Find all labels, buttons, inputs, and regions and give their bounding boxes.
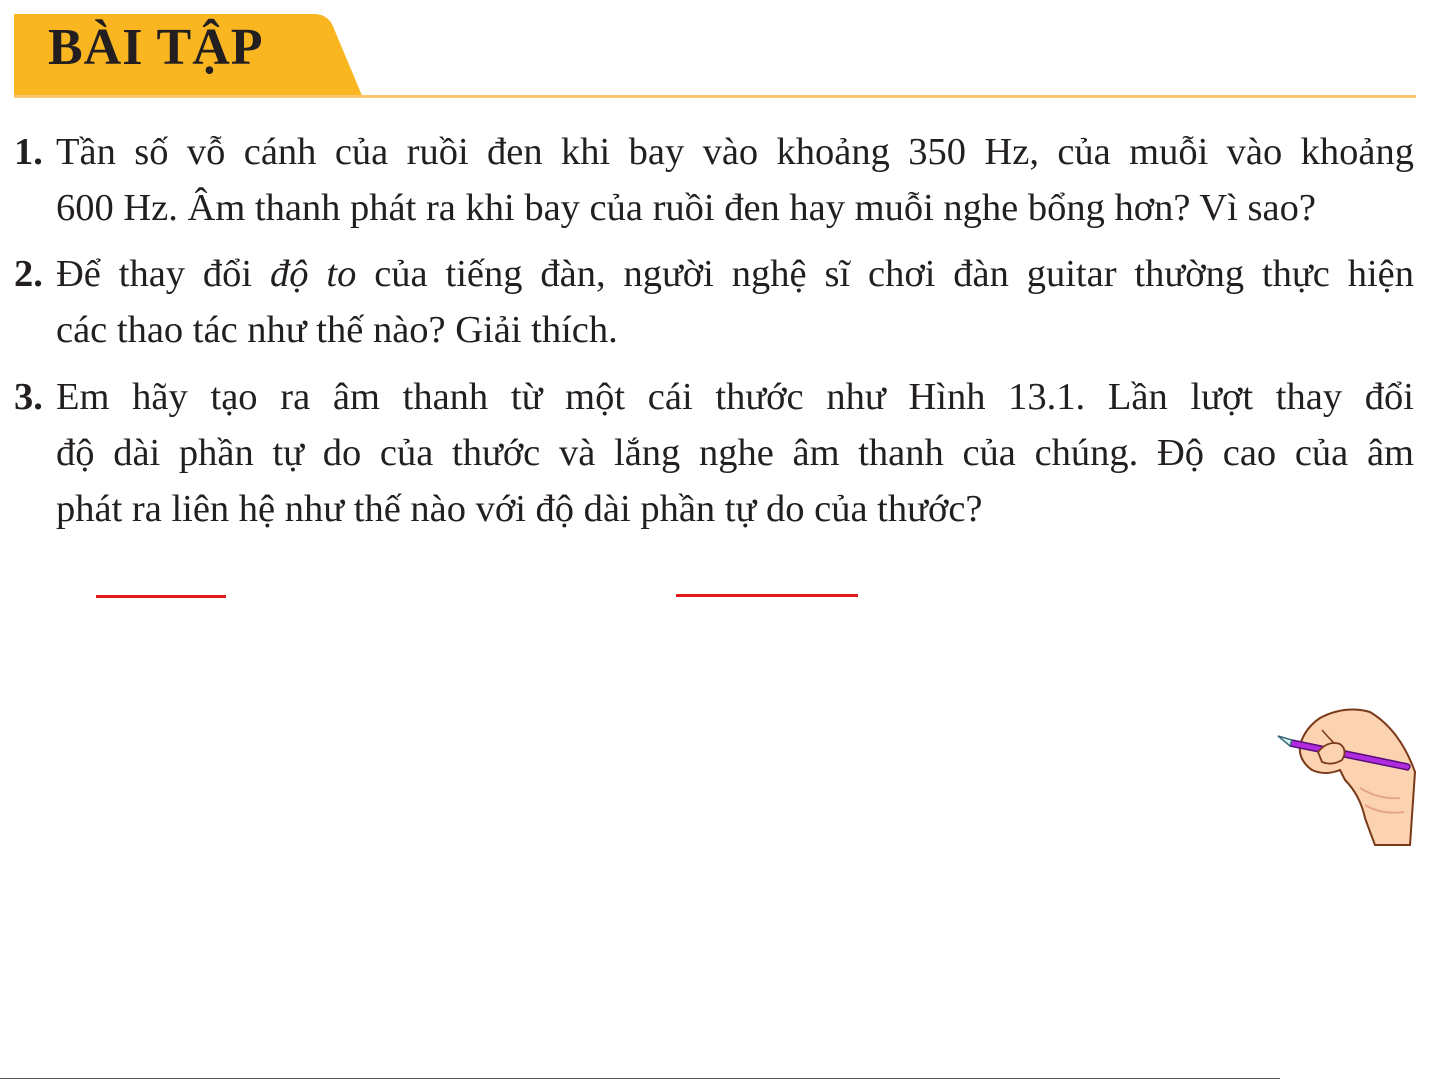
- exercise-text-line: phát ra liên hệ như thế nào với độ dài phần tự do của thước?: [56, 488, 983, 530]
- emphasis-term: độ to: [270, 253, 357, 295]
- text-segment: Để thay đổi: [56, 253, 270, 295]
- exercise-number: 1.: [14, 131, 43, 173]
- exercise-number: 2.: [14, 253, 43, 295]
- exercise-text-line: các thao tác như thế nào? Giải thích.: [56, 309, 618, 351]
- text-segment: của tiếng đàn, người nghệ sĩ chơi đàn guitar thường thực hiện: [356, 253, 1415, 295]
- exercise-number: 3.: [14, 376, 43, 418]
- exercise-1: [14, 124, 1416, 236]
- header-rule: [14, 95, 1416, 98]
- exercise-3: [14, 369, 1416, 537]
- section-title: BÀI TẬP: [48, 19, 264, 76]
- red-underline-mark: [676, 594, 858, 597]
- writing-hand-icon: [1270, 700, 1420, 850]
- exercise-text-line: Tần số vỗ cánh của ruồi đen khi bay vào khoảng 350 Hz, của muỗi vào khoảng: [56, 131, 1414, 173]
- exercise-text-line: Em hãy tạo ra âm thanh từ một cái thước như Hình 13.1. Lần lượt thay đổi: [56, 376, 1414, 418]
- red-underline-mark: [96, 595, 226, 598]
- exercise-2: [14, 246, 1416, 358]
- exercise-text-line: 600 Hz. Âm thanh phát ra khi bay của ruồi đen hay muỗi nghe bổng hơn? Vì sao?: [56, 187, 1316, 229]
- bottom-divider: [0, 1078, 1280, 1079]
- exercise-text-line: [56, 246, 1414, 302]
- exercise-text-line: độ dài phần tự do của thước và lắng nghe âm thanh của chúng. Độ cao của âm: [56, 432, 1414, 474]
